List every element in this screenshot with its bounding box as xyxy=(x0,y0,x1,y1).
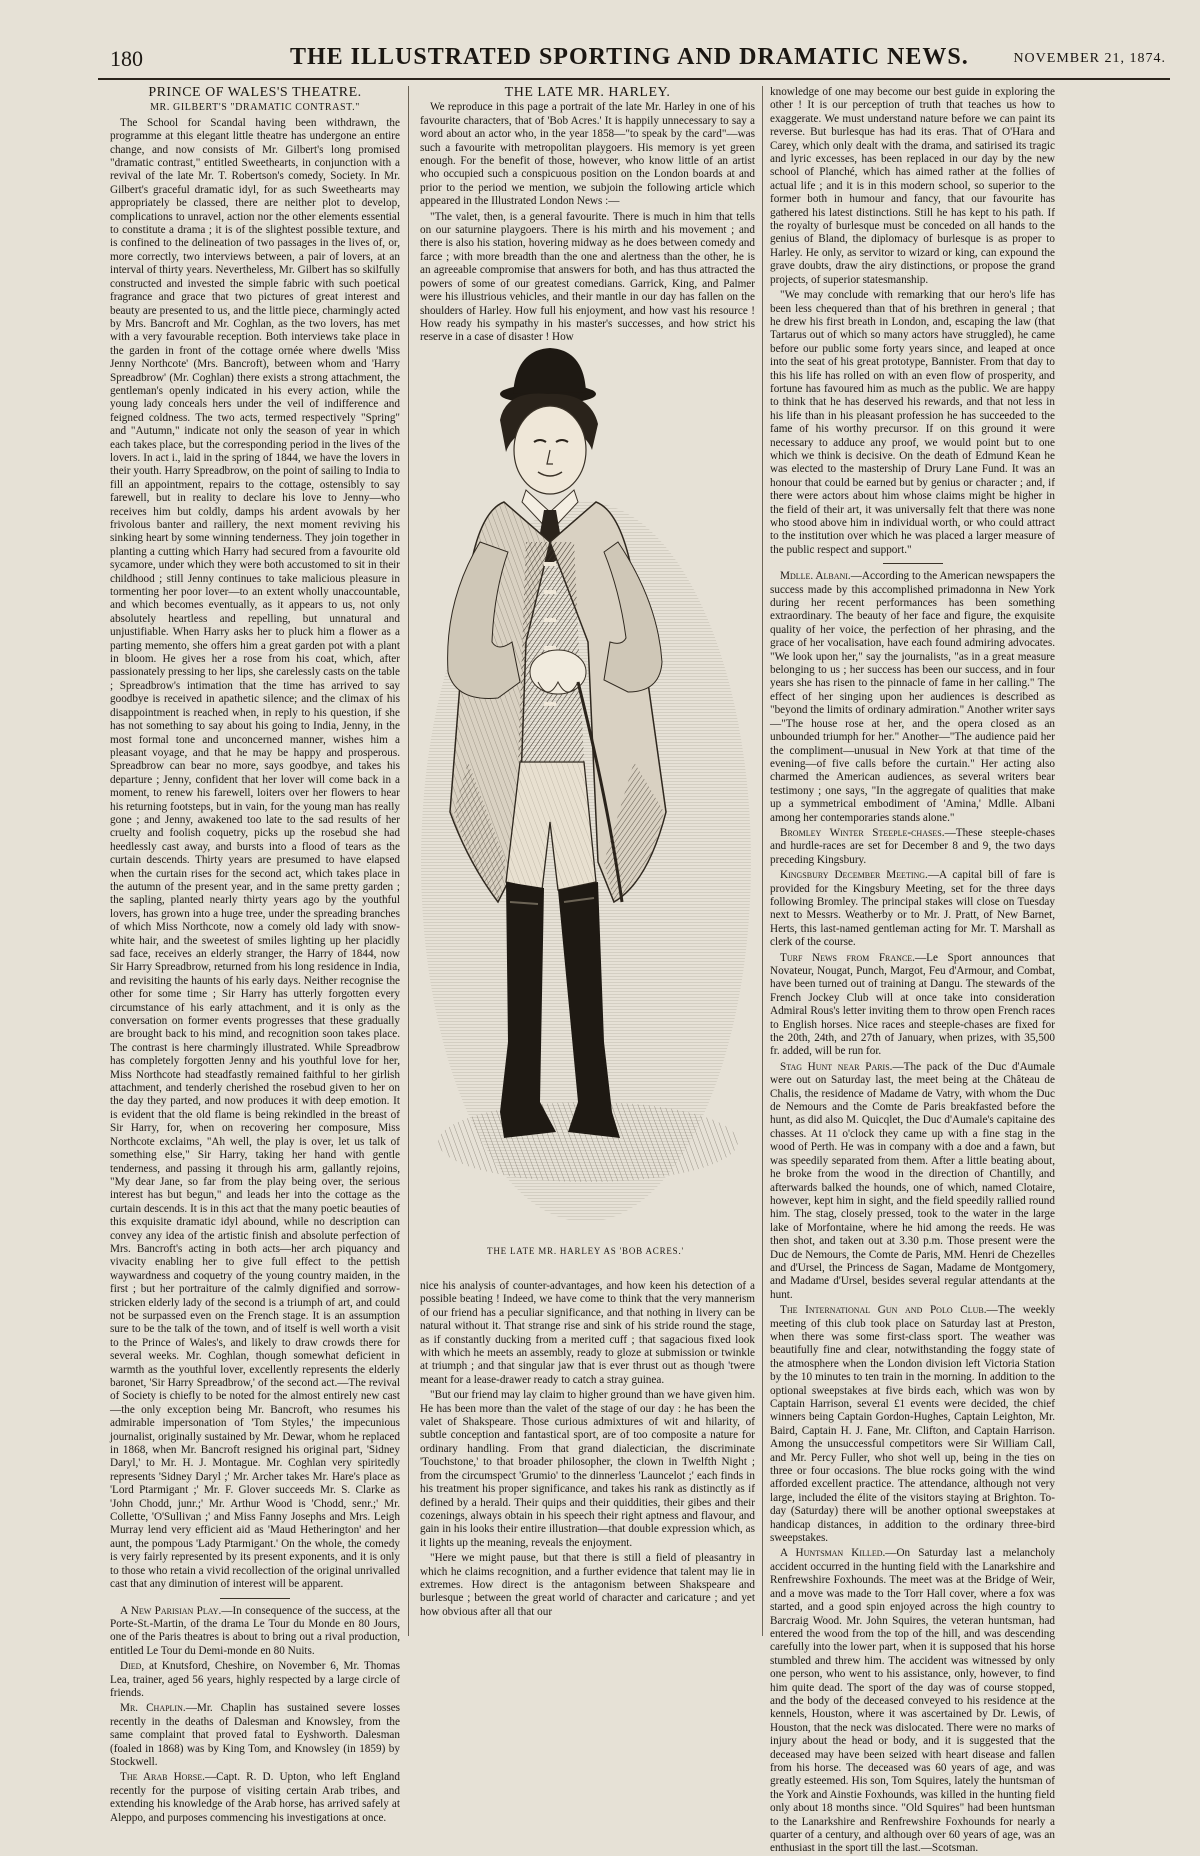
article-paragraph: "The valet, then, is a general favourite. There is much in him that tells on our saturnine playgoers. There is his mirth and his movement ; and there is also his station, hovering midway as he does between comedy and farce ; with more breadth than the one and alertness than the other, he is an agreeable compromise that answers for both, and has thus attracted the powers of some of our greatest comedians. Garrick, King, and Palmer were his illustrious vehicles, and their mantle in our day has fallen on the shoulders of Harley. How full his enjoyment, and how vast his resource ! How ready his sympathy in his master's successes, and how strict his reserve in a case of disaster ! How xyxy=(420,210,755,344)
article-paragraph: "We may conclude with remarking that our hero's life has been less chequered than that of his brethren in general ; that he drew his first breath in London, and, escaping the law (that Tartarus out of which so many actors have struggled), he came before our public some forty years since, and leaped at once into the seat of his great prototype, Bannister. From that day to this his life has rolled on with an even flow of prosperity, and fortune has favoured him as much as the public. We are happy to think that he has deserved his rewards, and that not less in his life than in his pleasant profession he has succeeded to the fame of his worthy precursor. If on this ground it were necessary to adduce any proof, we would point but to one which we think is decisive. On the death of Edmund Kean he was elected to the mastership of Drury Lane Fund. It was an honour that could be earned but by genius or character ; and, if there were actors about him whose claims might be higher in the field of their art, it was universally felt that there was none who stood above him in individual worth, or who could attract to the institution over which he was placed a larger measure of the public respect and support." xyxy=(770,289,1055,556)
article-paragraph: "Here we might pause, but that there is still a field of pleasantry in which he claims recognition, and a further evidence that talent may lie in extremes. How direct is the antagonism between Shakspeare and burlesque ; between the great world of character and caricature ; and yet how obvious after all that our xyxy=(420,1552,755,1618)
news-note xyxy=(770,570,1055,825)
masthead xyxy=(98,42,1170,80)
article-paragraph: knowledge of one may become our best guide in exploring the other ! It is our perception of truth that teaches us how to exaggerate. We must understand nature before we can paint its reverse. But burlesque has had its eras. That of O'Hara and Carey, which only dealt with the drama, and satirised its tragic and lyric excesses, has been replaced in our day by the new school of Planché, which has aimed rather at the follies of actual life ; and it is in this modern school, so superior to the former both in humour and fancy, that our favourite has gathered his latest distinctions. Still he has kept to his path. If the royalty of burlesque must be conceded on all hands to the genius of Bland, the diplomacy of burlesque is as proper to Harley. He only, as servitor to wizard or king, can expound the grave doubts, draw the airy distinctions, or propose the grand projects, of superior statesmanship. xyxy=(770,86,1055,286)
article-heading-mr-harley: THE LATE MR. HARLEY. xyxy=(504,85,671,100)
note-text: —These steeple-chases and hurdle-races are set for December 8 and 9, the two days preceding Kingsbury. xyxy=(770,826,1055,866)
news-note xyxy=(770,1061,1055,1302)
portrait-caption: THE LATE MR. HARLEY AS 'BOB ACRES.' xyxy=(487,1246,684,1256)
note-lead: Bromley Winter Steeple-chases. xyxy=(780,826,945,839)
note-lead: Kingsbury December Meeting. xyxy=(780,869,928,882)
column-3 xyxy=(770,86,1055,1855)
note-lead: The Arab Horse. xyxy=(120,1771,205,1784)
note-lead: Turf News from France. xyxy=(780,951,915,964)
note-text: —In consequence of the success, at the Porte-St.-Martin, of the drama Le Tour du Monde en 80 Jours, one of the Paris theatres is about to bring out a rival production, entitled Le Tour du Demi-monde en 80 Nuits. xyxy=(110,1604,401,1657)
note-text: —On Saturday last a melancholy accident occurred in the hunting field with the Lanarkshire and Renfrewshire Foxhounds. The meet was at the Bridge of Weir, and a move was made to the Torr Hall cover, where a fox was started, and a good spin enjoyed across the high country to Barcraig Wood. Mr. John Squires, the veteran huntsman, had entered the wood from the top of the hill, and was descending carefully into the lower part, when it is supposed that his horse stumbled and threw him. The accident was witnessed by only one person, who went to his assistance, only, however, to find him quite dead. The sport of the day was of course stopped, and the body of the deceased conveyed to his residence at the kennels, Houston, where it was ascertained by Dr. Lewis, of Houston, that the neck was dislocated. There were no marks of injury about the head or body, and it is suggested that the deceased may have been seized with heart disease and fallen from his horse. The deceased was 60 years of age, and was greatly esteemed. His son, Tom Squires, lately the huntsman of the York and Ainstie Foxhounds, was killed in the hunting field only about 18 months since. "Old Squires" had been huntsman to the Lanarkshire and Renfrewshire Foxhounds for nearly a quarter of a century, and although over 60 years of age, was an enthusiast in the sport till the last.—Scotsman. xyxy=(770,1547,1055,1855)
newspaper-title: THE ILLUSTRATED SPORTING AND DRAMATIC NEWS. xyxy=(290,44,969,70)
news-note xyxy=(770,869,1055,949)
note-lead: A New Parisian Play. xyxy=(120,1604,222,1617)
news-note xyxy=(110,1605,400,1659)
section-divider xyxy=(220,1598,290,1599)
article-paragraph: We reproduce in this page a portrait of the late Mr. Harley in one of his favourite characters, that of 'Bob Acres.' It is happily unnecessary to say a word about an actor who, in the year 1858—"to speak by the card"—was such a favourite with metropolitan playgoers. His memory is yet green enough. For the benefit of those, however, who know little of an artist who occupied such a conspicuous position on the London boards at and prior to the period we mention, we subjoin the following article which appeared in the Illustrated London News :— xyxy=(420,101,755,208)
note-lead: Mdlle. Albani. xyxy=(780,570,851,583)
issue-date: NOVEMBER 21, 1874. xyxy=(1013,51,1166,66)
news-note xyxy=(770,952,1055,1059)
note-text: at Knutsford, Cheshire, on November 6, Mr. Thomas Lea, trainer, aged 56 years, highly respected by a large circle of friends. xyxy=(110,1660,400,1699)
column-2-top xyxy=(420,85,755,344)
news-note xyxy=(110,1660,400,1700)
note-text: —Mr. Chaplin has sustained severe losses recently in the deaths of Dalesman and Knowsley, from the same complaint that proved fatal to Eyshworth. Dalesman (foaled in 1868) was by King Tom, and Knowsley (in 1859) by Stockwell. xyxy=(110,1702,401,1768)
note-text: —According to the American newspapers the success made by this accomplished primadonna in New York during her recent performances has been something extraordinary. The beauty of her face and figure, the exquisite quality of her voice, the perfection of her phrasing, and the grace of her vocalisation, have each found admiring advocates. "We look upon her," say the journalists, "as in a great measure belonging to us ; her success has been our success, and in four years she has risen to the pinnacle of fame in her calling." The effect of her singing upon her audiences is described as "beyond the limits of ordinary admiration." Another writer says—"The house rose at her, and the opera closed as an unbounded triumph for her." Another—"The audience paid her the compliment—unusual in New York at that time of the evening—of five calls before the curtain." Her acting also charmed the American audiences, as several writers bear testimony ; one says, "In the aggregate of qualities that make up a symmetrical embodiment of 'Amina,' Mdlle. Albani among her contemporaries stands alone." xyxy=(770,570,1055,824)
news-note xyxy=(770,827,1055,867)
note-lead: The International Gun and Polo Club. xyxy=(780,1304,987,1317)
column-1 xyxy=(110,85,401,1824)
note-lead: Stag Hunt near Paris. xyxy=(780,1060,893,1073)
note-text: —Capt. R. D. Upton, who left England recently for the purpose of visiting certain Arab tribes, and extending his knowledge of the Arab horse, has arrived safely at Aleppo, and purposes commencing his investigations at once. xyxy=(110,1771,400,1824)
article-paragraph: nice his analysis of counter-advantages, and how keen his detection of a possible beating ! Indeed, we have come to think that the very mannerism of our friend has a peculiar significance, and that nothing in livery can be natural without it. That strange rise and sink of his stride round the stage, as if constantly ducking from a merited cuff ; that sagacious fixed look with which he meets an assembly, ready to gloze at submission or twinkle at triumph ; and that singular jaw that is ever thrust out as though 'twere meant for a lease-drawer ready to catch a stray guinea. xyxy=(420,1280,755,1386)
section-divider xyxy=(883,563,943,564)
note-text: —The weekly meeting of this club took place on Saturday last at Preston, when there was some first-class sport. The weather was beautifully fine and clear, notwithstanding the foggy state of the atmosphere when the London division left Victoria Station by the 10 minutes to ten train in the morning. In addition to the optional sweepstakes at five birds each, which was won by Captain Harrison, several £1 events were decided, the chief winners being Captain Gordon-Hughes, Captain Leighton, Mr. Baird, Captain H. J. Fane, Mr. Clifton, and Captain Harrison. Among the unsuccessful competitors were Sir William Call, and Mr. Percy Fuller, who shot well up, being in the ties on three or four occasions. The blue rocks going with the wind afforded excellent practice. The attendance, although not very large, included the élite of the visitors staying at Brighton. To-day (Saturday) there will be another optional sweepstakes at handicap distances, in addition to the ordinary three-bird sweepstakes. xyxy=(770,1304,1055,1545)
note-lead: Mr. Chaplin. xyxy=(120,1702,186,1715)
page-number: 180 xyxy=(110,46,143,71)
news-note xyxy=(110,1771,400,1825)
article-heading-prince-of-wales: PRINCE OF WALES'S THEATRE. xyxy=(148,85,362,100)
portrait-illustration xyxy=(408,342,763,1242)
note-text: —The pack of the Duc d'Aumale were out on Saturday last, the meet being at the Château de Chalis, the residence of Madame de Vatry, with whom the Duc de Nemours and the Comte de Paris breakfasted before the hunt, as did also M. Quicqlet, the Duc d'Aumale's capitaine des chasses. At 11 o'clock they came up with a fine stag in the wood of Perth. He was in company with a doe and a fawn, but was speedily separated from them. After a little beating about, he broke from the wood in the direction of Chantilly, and afterwards balked the hounds, one of which, named Clotaire, however, kept him in sight, and the field speedily rallied round him. The stag, closely pressed, took to the water in the large lake of Morfontaine, where he hid among the reeds. He was then shot, and taken out at 3.30 p.m. Those present were the Duc de Nemours, the Comte de Paris, MM. Henri de Chezelles and d'Ursel, the Princess de Sagan, Madame de Montgomery, and Madame d'Ursel, besides several regular attendants at the hunt. xyxy=(770,1060,1055,1301)
portrait-engraving xyxy=(408,342,763,1242)
note-text: —Le Sport announces that Novateur, Nougat, Punch, Margot, Feu d'Armour, and Combat, have been turned out of training at Dangu. The stewards of the French Jockey Club will at once take into consideration Admiral Rous's letter inviting them to throw open French races to English horses. Nice races and steeple-chases are fixed for the 20th, 24th, and 27th of January, when prizes, with 35,500 fr. added, will be run for. xyxy=(770,951,1055,1058)
note-text: —A capital bill of fare is provided for the Kingsbury Meeting, set for the three days following Bromley. The principal stakes will close on Tuesday next to Messrs. Weatherby or to Mr. J. Pratt, of New Barnet, Herts, this last-named gentleman acting for Mr. T. Marshall as clerk of the course. xyxy=(770,869,1055,949)
news-note xyxy=(770,1547,1055,1855)
column-2-bottom xyxy=(420,1280,755,1635)
article-paragraph: "But our friend may lay claim to higher ground than we have given him. He has been more than the valet of the stage of our day : he has been the valet of Shakspeare. Those curious admixtures of wit and hilarity, of subtle conception and fantastical sport, are of too composite a nature for ordinary handling. From that grand dialectician, the discriminate 'Touchstone,' to that broader philosopher, the clown in Twelfth Night ; from the circumspect 'Grumio' to the dinnerless 'Launcelot ;' each finds in his treatment his proper significance, and takes his rank as distinctly as if defined by a herald. Their quips and their quiddities, their gibes and their cozenings, always obtain in his speech their right aptness and flavour, and gain in his looks their entire illustration—that double expression which, as it lights up the meaning, reveals the enjoyment. xyxy=(420,1389,755,1549)
news-note xyxy=(110,1702,400,1769)
note-lead: Died, xyxy=(120,1660,145,1673)
article-paragraph: The School for Scandal having been withdrawn, the programme at this elegant little theatre has undergone an entire change, and now consists of Mr. Gilbert's long promised "dramatic contrast," entitled Sweethearts, in conjunction with a revival of the late Mr. T. Robertson's comedy, Society. In Mr. Gilbert's graceful dramatic idyl, for as such Sweethearts may appropriately be classed, there are neither plot to develop, complications to unravel, action nor the other elements essential to constitute a drama ; it is of the slightest possible texture, and is confined to the delineation of two passages in the lives of, or, more correctly, two interviews between, a pair of lovers, at an interval of thirty years. Nevertheless, Mr. Gilbert has so skilfully constructed and invested the simple fabric with such poetical fragrance and grace that two pictures of great interest and beauty are presented to us, and the little piece, charmingly acted by Mrs. Bancroft and Mr. Coghlan, as the two lovers, has met with a very favourable reception. Both interviews take place in the garden in front of the cottage ornée where dwells 'Miss Jenny Northcote' (Mrs. Bancroft), between whom and 'Harry Spreadbrow' (Mr. Coghlan) there exists a strong attachment, the gentleman's openly indicated in his every action, while the young lady conceals hers under the veil of indifference and feigned coldness. The two acts, termed respectively "Spring" and "Autumn," indicate not only the season of year in which each takes place, but the corresponding period in the lives of the lovers. In act i., laid in the spring of 1844, we have the lovers in their youth. Harry Spreadbrow, on the point of sailing to India to fill an appointment, repairs to the cottage, ostensibly to say farewell, but in reality to declare his love to Jenny—who receives him but coldly, damps his ardent avowals by her frivolous banter and raillery, the next moment reviving his sinking heart by some winning tenderness. They join together in planting a cutting which Harry had secured from a favourite old sycamore, under which they were both accustomed to sit in their childhood ; still Jenny continues to take malicious pleasure in tormenting her poor lover—to an extent wholly unaccountable, and which becomes eventually, as it appears to us, not only absolutely heartless and repelling, but unnatural and unjustifiable. When Harry asks her to pluck him a flower as a parting memento, she offers him a great garden pot with a plant in bloom. He gives her a rose from his coat, which, after passionately pressing to her lips, she carelessly casts on the table ; Spreadbrow's intimation that the time has arrived to say goodbye is received in apathetic silence; and the climax of his disappointment is reached when, in reply to his question, if she has not something to say about his going to India, Jenny, in the most formal tone and unconcerned manner, wishes him a pleasant voyage, and that he may be happy and prosperous. Spreadbrow can bear no more, says goodbye, and takes his departure ; Jenny, confident that her lover will come back in a moment, to renew his farewell, loiters over her flowers to hear his returning footsteps, but in vain, for the young man has really gone ; and Jenny, awakened too late to the sad results of her cruelty and foolish coquetry, picks up the rosebud she had heedlessly cast away, and bursts into a flood of tears as the curtain descends. Thirty years are presumed to have elapsed when the curtain rises for the second act, which takes place in the autumn of the present year, and in the same pretty garden ; the sapling, planted nearly thirty years ago by the youthful lovers, has grown into a huge tree, under the spreading branches of which Miss Northcote, now a comely old lady with snow-white hair, and the sweetest of smiles lighting up her placidly sad face, receives an elderly stranger, the Harry of 1844, now Sir Harry Spreadbrow, returned from his long residence in India, and revisiting the haunts of his early days. Neither recognise the other for some time ; Sir Harry has utterly forgotten every circumstance of his early attachment, and it is only as the conversation on former events progresses that these gradually are brought back to his mind, and recognition soon takes place. The contrast is here charmingly illustrated. While Spreadbrow has completely forgotten Jenny and his youthful love for her, Miss Northcote had steadfastly remained faithful to her girlish attachment, and tenderly cherished the rosebud given to her on the day they parted, and now produces it with deep emotion. It is evident that the old flame is being rekindled in the breast of Sir Harry, for, when on recovering her composure, Miss Northcote exclaims, "Ah well, the play is over, let us talk of something else," Sir Harry, taking her hand with gentle tenderness, and passing it through his arm, gallantly rejoins, "My dear Jane, so far from the play being over, the serious interest has but begun," and leads her into the cottage as the curtain descends. It is in this act that the many poetic beauties of this exquisite dramatic idyl abound, while no description can convey any idea of the artistic finish and absolute perfection of Mrs. Bancroft's acting in both acts—her arch piquancy and vivacity enabling her to give full effect to the pettish waywardness and coquetry of the young country maiden, in the first ; but her portraiture of the calmly dignified and sorrow-stricken elderly lady of the second is a triumph of art, and could not be surpassed even on the French stage. It is an assumption sure to be the talk of the town, and of itself is well worth a visit to the Prince of Wales's, and likely to draw crowds there for several weeks. Mr. Coghlan, though somewhat deficient in warmth as the youthful lover, excellently represents the elderly baronet, 'Sir Harry Spreadbrow,' of the second act.—The revival of Society is chiefly to be noted for the almost entirely new cast—the only exception being Mr. Bancroft, who resumes his admirable impersonation of 'Tom Styles,' the impecunious journalist, originally sustained by Mr. Dewar, whom he replaced in 1868, when Mr. Bancroft resigned his original part, 'Sidney Daryl,' to Mr. H. J. Montague. Mr. Coghlan very spiritedly represents 'Sidney Daryl ;' Mr. Archer takes Mr. Hare's place as 'Lord Ptarmigant ;' Mr. F. Glover succeeds Mr. S. Clarke as 'John Chodd, junr.;' Mr. Arthur Wood is 'Chodd, senr.;' Mr. Collette, 'O'Sullivan ;' and Miss Fanny Josephs and Mrs. Leigh Murray lend very efficient aid as 'Maud Hetherington' and her aunt, the pompous 'Lady Ptarmigant.' On the whole, the comedy is very fairly represented by its present exponents, and it is only to those who retain a vivid recollection of the original unrivalled cast that any diminution of interest will be apparent. xyxy=(110,116,400,1591)
article-subheading: MR. GILBERT'S "DRAMATIC CONTRAST." xyxy=(150,102,360,114)
news-note xyxy=(770,1304,1055,1545)
note-lead: A Huntsman Killed. xyxy=(780,1547,886,1560)
